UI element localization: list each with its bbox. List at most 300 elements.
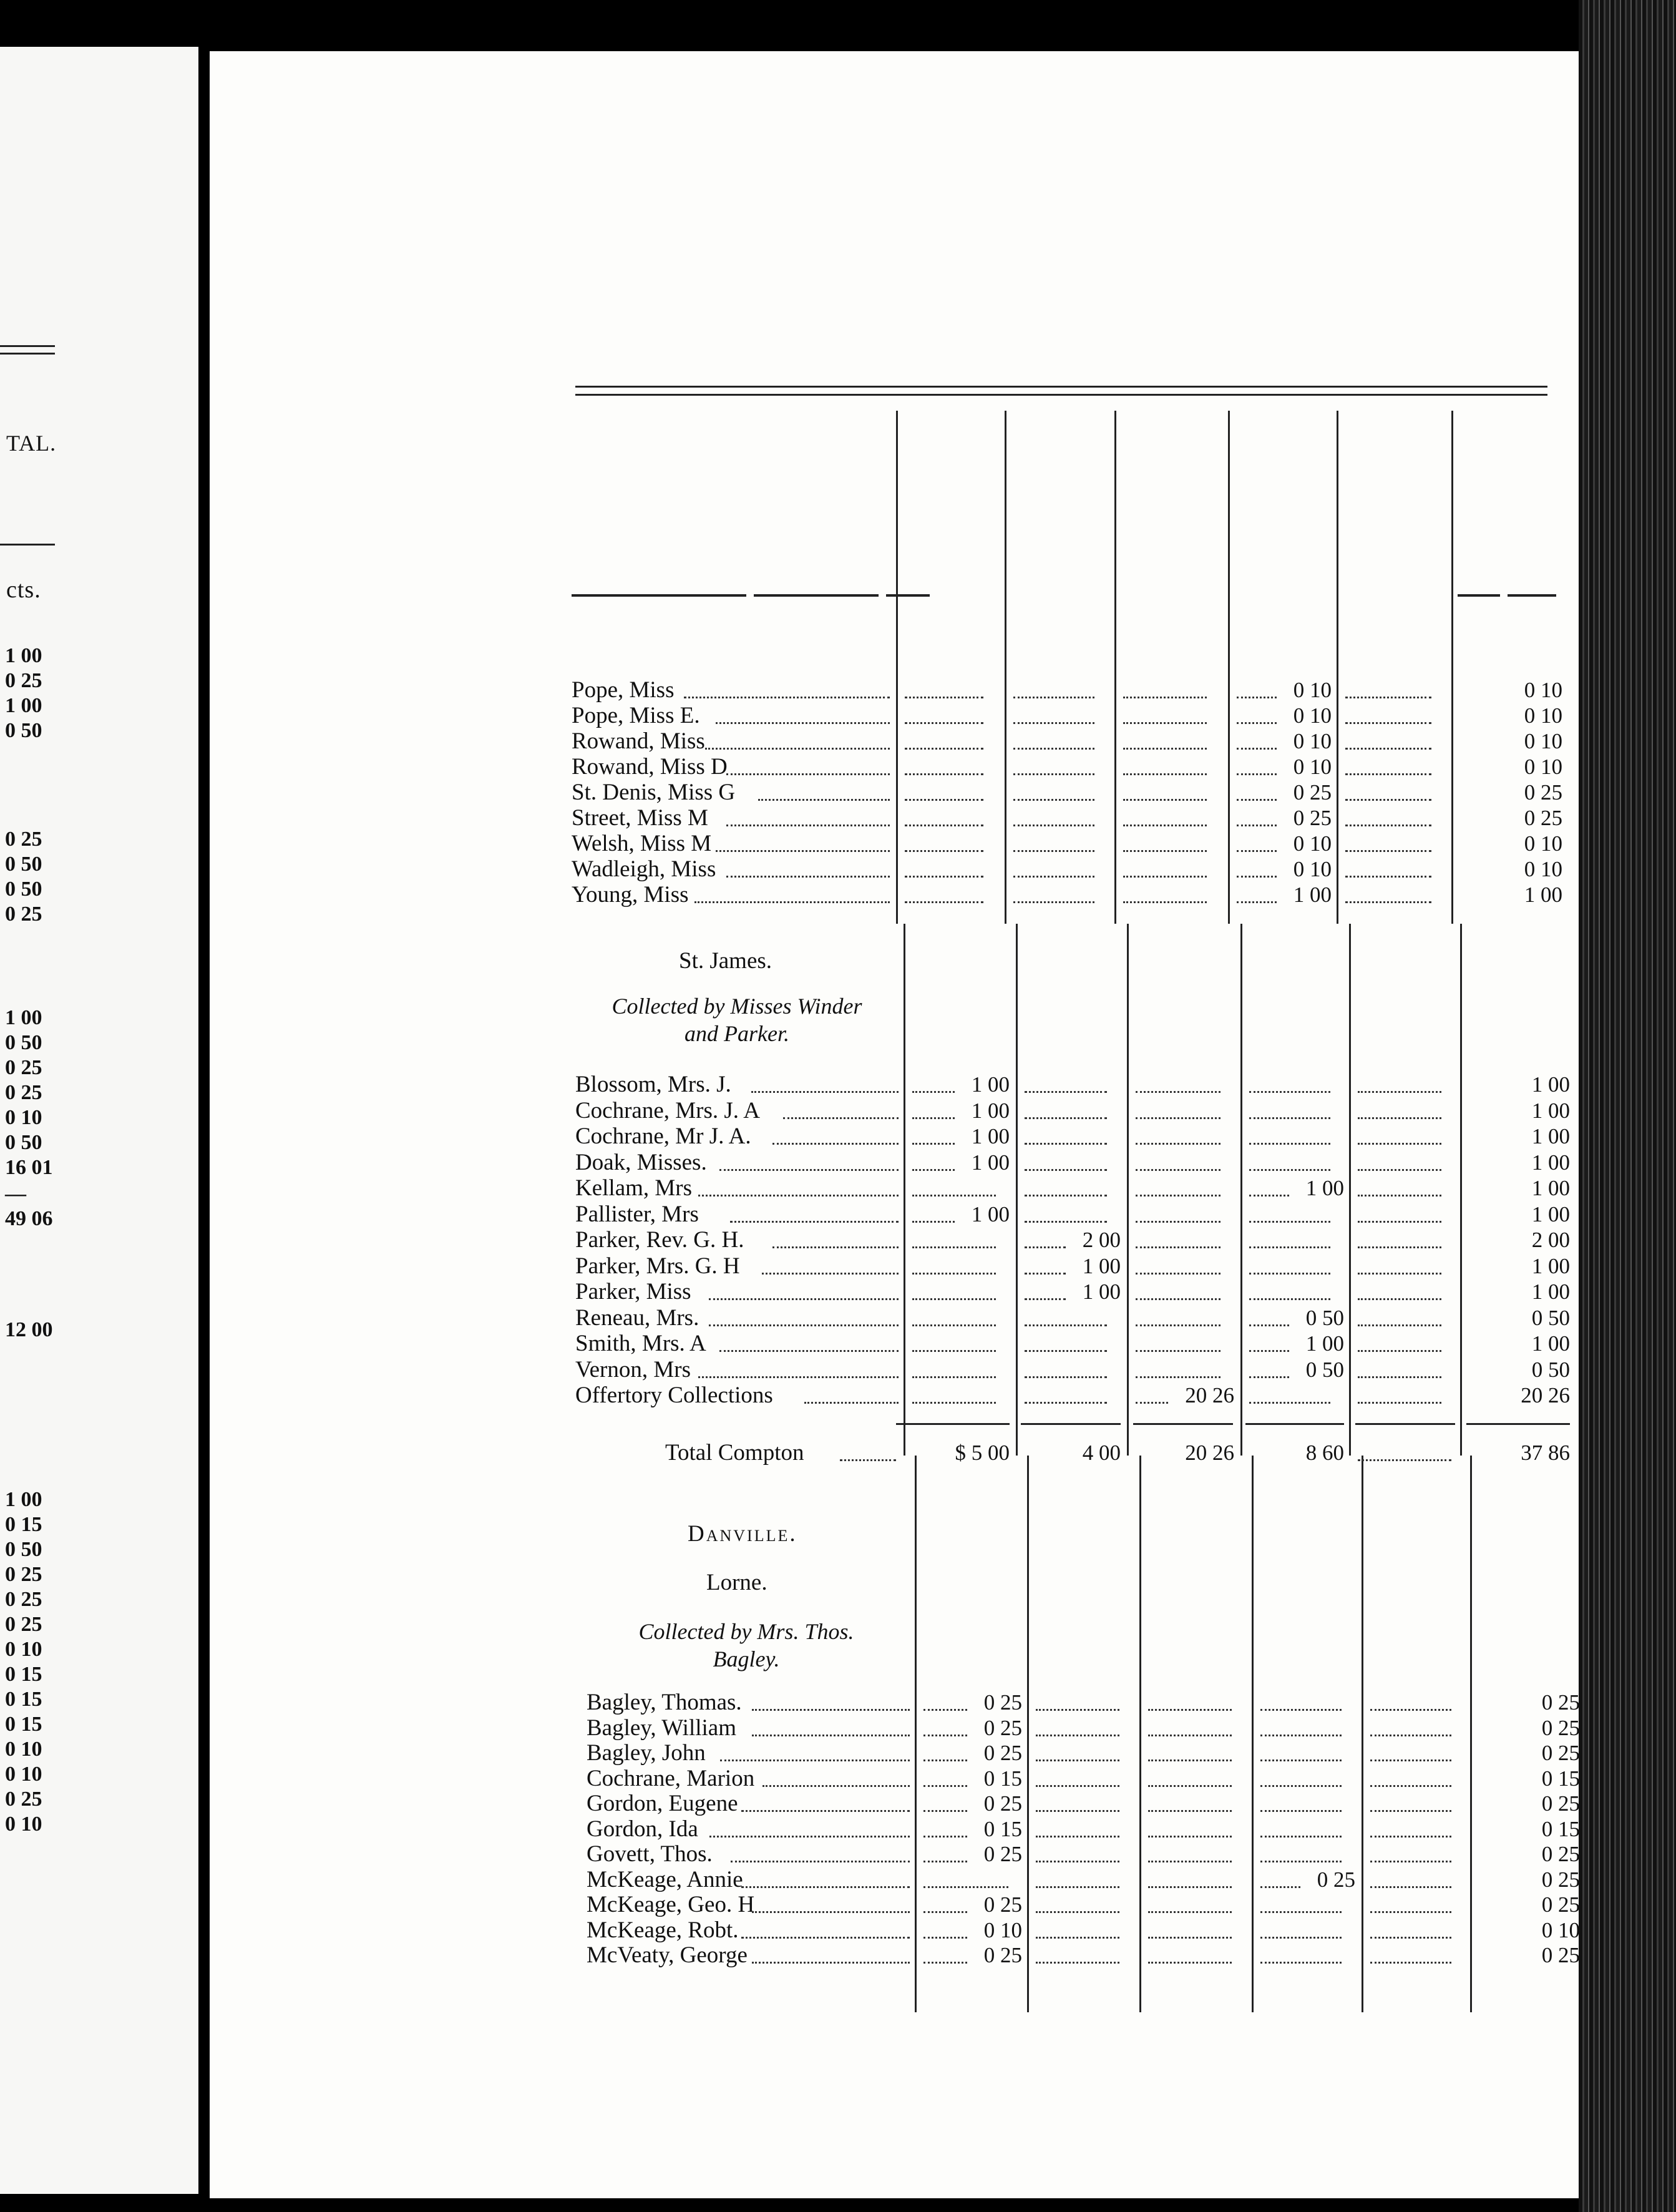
leader-dots bbox=[1136, 1402, 1168, 1404]
leader-dots bbox=[1025, 1298, 1066, 1300]
leader-dots bbox=[1237, 748, 1277, 750]
cell-wo: 1 00 bbox=[1305, 1176, 1344, 1200]
table-row-name: Smith, Mrs. A bbox=[575, 1331, 706, 1356]
cell-mission: 2 00 bbox=[1082, 1228, 1121, 1252]
cell-total: 1 00 bbox=[1531, 1072, 1570, 1097]
left-total-value: 0 25 bbox=[5, 1081, 42, 1104]
column-header-mission-fund bbox=[1069, 410, 1094, 566]
leader-dots bbox=[1025, 1117, 1107, 1119]
leader-dots bbox=[1013, 722, 1094, 724]
cell-total: 0 10 bbox=[1524, 755, 1562, 779]
leader-dots bbox=[1136, 1091, 1220, 1093]
leader-dots bbox=[923, 1709, 967, 1711]
cell-wo: 1 00 bbox=[1293, 883, 1332, 907]
cell-total: 1 00 bbox=[1531, 1176, 1570, 1200]
leader-dots bbox=[1345, 722, 1431, 724]
leader-dots bbox=[1260, 1785, 1342, 1787]
leader-dots bbox=[1025, 1376, 1107, 1378]
leader-dots bbox=[1345, 876, 1431, 878]
leader-dots bbox=[905, 773, 983, 775]
left-total-value: 0 10 bbox=[5, 1763, 42, 1786]
leader-dots bbox=[912, 1376, 996, 1378]
leader-dots bbox=[772, 1246, 899, 1248]
column-divider bbox=[1240, 924, 1242, 1456]
left-total-value: 0 10 bbox=[5, 1638, 42, 1661]
book-page-edges bbox=[1579, 0, 1676, 2212]
cell-total: 0 25 bbox=[1541, 1715, 1580, 1740]
header-underline-total-2 bbox=[1508, 594, 1556, 597]
leader-dots bbox=[1237, 722, 1277, 724]
leader-dots bbox=[1148, 1911, 1232, 1913]
left-total-value: 49 06 bbox=[5, 1207, 53, 1230]
column-divider bbox=[1005, 411, 1006, 924]
leader-dots bbox=[1013, 773, 1094, 775]
leader-dots bbox=[1136, 1324, 1220, 1326]
leader-dots bbox=[1358, 1350, 1441, 1352]
table-row-name: Govett, Thos. bbox=[587, 1841, 713, 1867]
leader-dots bbox=[1013, 825, 1094, 826]
leader-dots bbox=[1370, 1785, 1451, 1787]
cell-general: 0 15 bbox=[983, 1816, 1022, 1841]
leader-dots bbox=[709, 1298, 899, 1300]
leader-dots bbox=[1249, 1091, 1330, 1093]
leader-dots bbox=[1249, 1376, 1289, 1378]
column-header-general-fund bbox=[957, 410, 982, 566]
leader-dots bbox=[1123, 850, 1207, 852]
total-cell-mission: 4 00 bbox=[1082, 1441, 1121, 1465]
cell-wo: 1 00 bbox=[1305, 1331, 1344, 1356]
table-row-name: Cochrane, Mrs. J. A bbox=[575, 1097, 760, 1123]
cell-wo: 0 10 bbox=[1293, 729, 1332, 753]
leader-dots bbox=[912, 1221, 955, 1223]
leader-dots bbox=[905, 850, 983, 852]
table-row-name: Gordon, Eugene bbox=[587, 1791, 738, 1816]
leader-dots bbox=[741, 1810, 910, 1812]
leader-dots bbox=[923, 1886, 1008, 1888]
cell-total: 0 10 bbox=[1541, 1917, 1580, 1942]
leader-dots bbox=[741, 1886, 910, 1888]
leader-dots bbox=[912, 1324, 996, 1326]
cell-total: 1 00 bbox=[1531, 1201, 1570, 1226]
leader-dots bbox=[905, 876, 983, 878]
leader-dots bbox=[905, 722, 983, 724]
table-row-name: Bagley, Thomas. bbox=[587, 1690, 742, 1715]
header-underline-names-2 bbox=[754, 594, 879, 597]
column-divider bbox=[1252, 1456, 1254, 2012]
cell-wo: 0 10 bbox=[1293, 703, 1332, 728]
leader-dots bbox=[1036, 1759, 1119, 1761]
sum-rule bbox=[1133, 1423, 1233, 1425]
leader-dots bbox=[1345, 825, 1431, 826]
sum-rule bbox=[1021, 1423, 1121, 1425]
leader-dots bbox=[923, 1810, 967, 1812]
table-row-name: Parker, Miss bbox=[575, 1279, 691, 1304]
left-total-value: 0 50 bbox=[5, 853, 42, 876]
column-divider bbox=[896, 411, 898, 924]
main-page bbox=[210, 51, 1579, 2198]
column-divider bbox=[1362, 1456, 1363, 2012]
leader-dots bbox=[726, 825, 890, 826]
leader-dots bbox=[1036, 1937, 1119, 1939]
leader-dots bbox=[762, 1785, 910, 1787]
leader-dots bbox=[1136, 1221, 1220, 1223]
cell-general: 0 25 bbox=[983, 1791, 1022, 1816]
leader-dots bbox=[1148, 1886, 1232, 1888]
table-row-name: Parker, Mrs. G. H bbox=[575, 1253, 740, 1279]
table-row-name: Vernon, Mrs bbox=[575, 1356, 691, 1382]
cell-total: 0 10 bbox=[1524, 729, 1562, 753]
leader-dots bbox=[1358, 1298, 1441, 1300]
total-cell-wo: 8 60 bbox=[1305, 1441, 1344, 1465]
collected-line-2: and Parker. bbox=[685, 1021, 789, 1046]
column-header-education-fund bbox=[1353, 423, 1428, 579]
leader-dots bbox=[783, 1117, 899, 1119]
leader-dots bbox=[1260, 1911, 1342, 1913]
cell-total: 1 00 bbox=[1531, 1280, 1570, 1304]
left-total-value: 0 25 bbox=[5, 1613, 42, 1636]
leader-dots bbox=[1358, 1376, 1441, 1378]
leader-dots bbox=[1358, 1273, 1441, 1275]
cell-total: 0 10 bbox=[1524, 831, 1562, 856]
left-total-value: 0 50 bbox=[5, 1538, 42, 1561]
leader-dots bbox=[694, 901, 890, 903]
leader-dots bbox=[1260, 1861, 1342, 1862]
leader-dots bbox=[762, 1273, 899, 1275]
leader-dots bbox=[1260, 1886, 1300, 1888]
leader-dots bbox=[1025, 1091, 1107, 1093]
leader-dots bbox=[923, 1836, 967, 1838]
cell-total: 0 10 bbox=[1524, 703, 1562, 728]
leader-dots bbox=[709, 1324, 899, 1326]
leader-dots bbox=[1249, 1298, 1330, 1300]
leader-dots bbox=[1148, 1810, 1232, 1812]
left-header-rule bbox=[0, 544, 55, 546]
cell-wo: 0 50 bbox=[1305, 1357, 1344, 1382]
leader-dots bbox=[1123, 722, 1207, 724]
left-total-value: 0 50 bbox=[5, 719, 42, 742]
leader-dots bbox=[1148, 1861, 1232, 1862]
cell-wo: 0 10 bbox=[1293, 831, 1332, 856]
leader-dots bbox=[698, 1376, 899, 1378]
leader-dots bbox=[741, 1937, 910, 1939]
table-row-name: Rowand, Miss D bbox=[572, 754, 728, 780]
leader-dots bbox=[1237, 825, 1277, 826]
leader-dots bbox=[1358, 1091, 1441, 1093]
cell-general: 0 25 bbox=[983, 1892, 1022, 1917]
leader-dots bbox=[1013, 799, 1094, 801]
table-row-name: Cochrane, Marion bbox=[587, 1765, 755, 1791]
leader-dots bbox=[1370, 1911, 1451, 1913]
leader-dots bbox=[923, 1962, 967, 1964]
leader-dots bbox=[726, 876, 890, 878]
cell-mission: 1 00 bbox=[1082, 1253, 1121, 1278]
leader-dots bbox=[684, 697, 890, 698]
left-total-value: 1 00 bbox=[5, 644, 42, 667]
leader-dots bbox=[1036, 1785, 1119, 1787]
leader-dots bbox=[1025, 1350, 1107, 1352]
leader-dots bbox=[1345, 748, 1431, 750]
table-row-name: St. Denis, Miss G bbox=[572, 780, 736, 805]
leader-dots bbox=[1237, 697, 1277, 698]
leader-dots bbox=[1148, 1937, 1232, 1939]
cell-total: 2 00 bbox=[1531, 1228, 1570, 1252]
left-cents-unit: cts. bbox=[6, 577, 41, 603]
cell-total: 0 25 bbox=[1541, 1892, 1580, 1917]
leader-dots bbox=[923, 1911, 967, 1913]
leader-dots bbox=[1370, 1962, 1451, 1964]
leader-dots bbox=[1237, 876, 1277, 878]
total-row-name: Total Compton bbox=[665, 1440, 804, 1466]
section-danville: Danville. bbox=[688, 1521, 797, 1547]
table-row-name: Blossom, Mrs. J. bbox=[575, 1072, 731, 1097]
leader-dots bbox=[1358, 1221, 1441, 1223]
book-gutter bbox=[198, 0, 210, 2212]
leader-dots bbox=[1036, 1709, 1119, 1711]
leader-dots bbox=[1358, 1117, 1441, 1119]
cell-total: 1 00 bbox=[1531, 1098, 1570, 1123]
collected-by-note-2 bbox=[584, 1618, 909, 1673]
column-divider bbox=[1349, 924, 1351, 1456]
leader-dots bbox=[1025, 1169, 1107, 1171]
header-double-rule bbox=[575, 386, 1547, 396]
leader-dots bbox=[1249, 1246, 1330, 1248]
left-total-value: 1 00 bbox=[5, 1006, 42, 1029]
cell-total: 0 50 bbox=[1531, 1305, 1570, 1330]
leader-dots bbox=[752, 1962, 910, 1964]
leader-dots bbox=[1148, 1735, 1232, 1736]
left-total-value: 0 15 bbox=[5, 1688, 42, 1711]
leader-dots bbox=[1013, 697, 1094, 698]
leader-dots bbox=[912, 1169, 955, 1171]
leader-dots bbox=[1136, 1195, 1220, 1197]
column-divider bbox=[1114, 411, 1116, 924]
sum-rule bbox=[1466, 1423, 1570, 1425]
left-total-value: 16 01 bbox=[5, 1156, 53, 1179]
leader-dots bbox=[923, 1759, 967, 1761]
table-row-name: McKeage, Robt. bbox=[587, 1917, 739, 1943]
column-divider bbox=[1228, 411, 1230, 924]
leader-dots bbox=[923, 1937, 967, 1939]
leader-dots bbox=[726, 773, 890, 775]
leader-dots bbox=[1260, 1759, 1342, 1761]
sum-rule bbox=[896, 1423, 1010, 1425]
cell-total: 0 10 bbox=[1524, 857, 1562, 881]
table-row-name: Pope, Miss E. bbox=[572, 703, 700, 728]
cell-total: 1 00 bbox=[1531, 1331, 1570, 1356]
table-row-name: Bagley, John bbox=[587, 1740, 706, 1766]
leader-dots bbox=[1025, 1324, 1107, 1326]
leader-dots bbox=[912, 1246, 996, 1248]
leader-dots bbox=[1123, 697, 1207, 698]
leader-dots bbox=[1249, 1195, 1289, 1197]
column-divider bbox=[1470, 1456, 1472, 2012]
left-total-value: — bbox=[5, 1182, 26, 1205]
cell-total: 0 25 bbox=[1524, 780, 1562, 805]
cell-wo: 0 25 bbox=[1317, 1867, 1355, 1892]
leader-dots bbox=[1036, 1962, 1119, 1964]
sum-rule bbox=[1245, 1423, 1344, 1425]
cell-total: 0 50 bbox=[1531, 1357, 1570, 1382]
column-divider bbox=[1027, 1456, 1029, 2012]
leader-dots bbox=[752, 1911, 910, 1913]
leader-dots bbox=[923, 1861, 967, 1862]
left-total-value: 0 25 bbox=[5, 1788, 42, 1811]
cell-total: 1 00 bbox=[1524, 883, 1562, 907]
left-total-value: 0 50 bbox=[5, 878, 42, 901]
leader-dots bbox=[1123, 901, 1207, 903]
leader-dots bbox=[1148, 1785, 1232, 1787]
leader-dots bbox=[1036, 1886, 1119, 1888]
leader-dots bbox=[1136, 1246, 1220, 1248]
leader-dots bbox=[1136, 1376, 1220, 1378]
leader-dots bbox=[1370, 1709, 1451, 1711]
leader-dots bbox=[705, 748, 890, 750]
cell-general: 1 00 bbox=[971, 1201, 1010, 1226]
leader-dots bbox=[905, 825, 983, 826]
leader-dots bbox=[1136, 1117, 1220, 1119]
cell-general: 0 25 bbox=[983, 1842, 1022, 1866]
leader-dots bbox=[751, 1091, 899, 1093]
leader-dots bbox=[1025, 1221, 1107, 1223]
leader-dots bbox=[1345, 697, 1431, 698]
leader-dots bbox=[804, 1402, 899, 1404]
leader-dots bbox=[1013, 850, 1094, 852]
leader-dots bbox=[1036, 1836, 1119, 1838]
leader-dots bbox=[1013, 876, 1094, 878]
cell-general: 0 25 bbox=[983, 1690, 1022, 1715]
cell-wo: 0 25 bbox=[1293, 780, 1332, 805]
left-total-value: 0 15 bbox=[5, 1713, 42, 1736]
leader-dots bbox=[1249, 1273, 1330, 1275]
cell-total: 0 15 bbox=[1541, 1766, 1580, 1791]
collected-line-2: Bagley. bbox=[713, 1647, 780, 1671]
column-divider bbox=[1127, 924, 1129, 1456]
leader-dots bbox=[1370, 1886, 1451, 1888]
column-divider bbox=[904, 924, 905, 1456]
leader-dots bbox=[1237, 799, 1277, 801]
leader-dots bbox=[1237, 901, 1277, 903]
leader-dots bbox=[1036, 1810, 1119, 1812]
table-row-name: Pallister, Mrs bbox=[575, 1201, 699, 1227]
leader-dots bbox=[912, 1143, 955, 1145]
table-row-name: McKeage, Annie bbox=[587, 1866, 743, 1892]
leader-dots bbox=[1148, 1759, 1232, 1761]
left-double-rule bbox=[0, 345, 55, 355]
left-total-value: 1 00 bbox=[5, 1488, 42, 1511]
cell-wo: 0 50 bbox=[1305, 1305, 1344, 1330]
leader-dots bbox=[840, 1459, 896, 1461]
leader-dots bbox=[1358, 1246, 1441, 1248]
leader-dots bbox=[1249, 1143, 1330, 1145]
leader-dots bbox=[758, 799, 890, 801]
collected-line-1: Collected by Mrs. Thos. bbox=[638, 1619, 854, 1644]
leader-dots bbox=[1136, 1169, 1220, 1171]
table-row-name: Offertory Collections bbox=[575, 1382, 773, 1408]
table-row-name: Doak, Misses. bbox=[575, 1149, 707, 1175]
total-cell-pension: 20 26 bbox=[1185, 1441, 1234, 1465]
column-divider bbox=[1337, 411, 1338, 924]
left-total-value: 0 25 bbox=[5, 828, 42, 851]
table-row-name: Welsh, Miss M bbox=[572, 831, 712, 856]
table-row-name: Pope, Miss bbox=[572, 677, 675, 703]
leader-dots bbox=[905, 748, 983, 750]
leader-dots bbox=[1136, 1143, 1220, 1145]
leader-dots bbox=[731, 1861, 910, 1862]
leader-dots bbox=[1123, 748, 1207, 750]
leader-dots bbox=[752, 1735, 910, 1736]
leader-dots bbox=[730, 1221, 899, 1223]
leader-dots bbox=[1370, 1735, 1451, 1736]
leader-dots bbox=[1025, 1246, 1066, 1248]
leader-dots bbox=[1148, 1962, 1232, 1964]
leader-dots bbox=[1249, 1221, 1330, 1223]
leader-dots bbox=[1148, 1836, 1232, 1838]
leader-dots bbox=[912, 1195, 996, 1197]
leader-dots bbox=[1249, 1169, 1330, 1171]
cell-total: 0 25 bbox=[1541, 1842, 1580, 1866]
cell-wo: 0 10 bbox=[1293, 857, 1332, 881]
leader-dots bbox=[905, 901, 983, 903]
table-row-name: McKeage, Geo. H bbox=[587, 1892, 755, 1917]
leader-dots bbox=[1370, 1836, 1451, 1838]
left-total-value: 0 25 bbox=[5, 903, 42, 926]
left-total-value: 0 25 bbox=[5, 669, 42, 692]
leader-dots bbox=[1036, 1861, 1119, 1862]
leader-dots bbox=[1260, 1735, 1342, 1736]
cell-total: 0 25 bbox=[1541, 1791, 1580, 1816]
cell-total: 20 26 bbox=[1521, 1383, 1570, 1407]
leader-dots bbox=[1013, 901, 1094, 903]
leader-dots bbox=[1370, 1937, 1451, 1939]
header-underline-names-3 bbox=[886, 594, 930, 597]
cell-general: 1 00 bbox=[971, 1150, 1010, 1175]
table-row-name: Gordon, Ida bbox=[587, 1816, 698, 1842]
cell-total: 1 00 bbox=[1531, 1253, 1570, 1278]
leader-dots bbox=[716, 850, 890, 852]
table-row-name: Bagley, William bbox=[587, 1715, 736, 1741]
leader-dots bbox=[1249, 1402, 1330, 1404]
left-total-value: 0 50 bbox=[5, 1031, 42, 1054]
leader-dots bbox=[1358, 1402, 1441, 1404]
leader-dots bbox=[1136, 1350, 1220, 1352]
leader-dots bbox=[1249, 1324, 1289, 1326]
cell-pension: 20 26 bbox=[1185, 1383, 1234, 1407]
leader-dots bbox=[1249, 1117, 1330, 1119]
leader-dots bbox=[752, 1709, 910, 1711]
cell-general: 0 10 bbox=[983, 1917, 1022, 1942]
leader-dots bbox=[1260, 1937, 1342, 1939]
header-underline-total-1 bbox=[1458, 594, 1500, 597]
leader-dots bbox=[912, 1298, 996, 1300]
column-header-pension-fund bbox=[1181, 410, 1206, 566]
sum-rule bbox=[1355, 1423, 1455, 1425]
leader-dots bbox=[1358, 1169, 1441, 1171]
leader-dots bbox=[720, 1759, 910, 1761]
leader-dots bbox=[1260, 1810, 1342, 1812]
table-row-name: Parker, Rev. G. H. bbox=[575, 1227, 744, 1253]
left-total-value: 0 15 bbox=[5, 1663, 42, 1686]
table-row-name: Wadleigh, Miss bbox=[572, 856, 716, 882]
leader-dots bbox=[1358, 1195, 1441, 1197]
cell-wo: 0 10 bbox=[1293, 678, 1332, 702]
column-header-wo-fund bbox=[1292, 410, 1317, 566]
cell-general: 0 25 bbox=[983, 1943, 1022, 1967]
left-total-value: 0 25 bbox=[5, 1588, 42, 1611]
column-divider bbox=[1460, 924, 1462, 1456]
leader-dots bbox=[1036, 1911, 1119, 1913]
leader-dots bbox=[912, 1402, 996, 1404]
leader-dots bbox=[1136, 1273, 1220, 1275]
